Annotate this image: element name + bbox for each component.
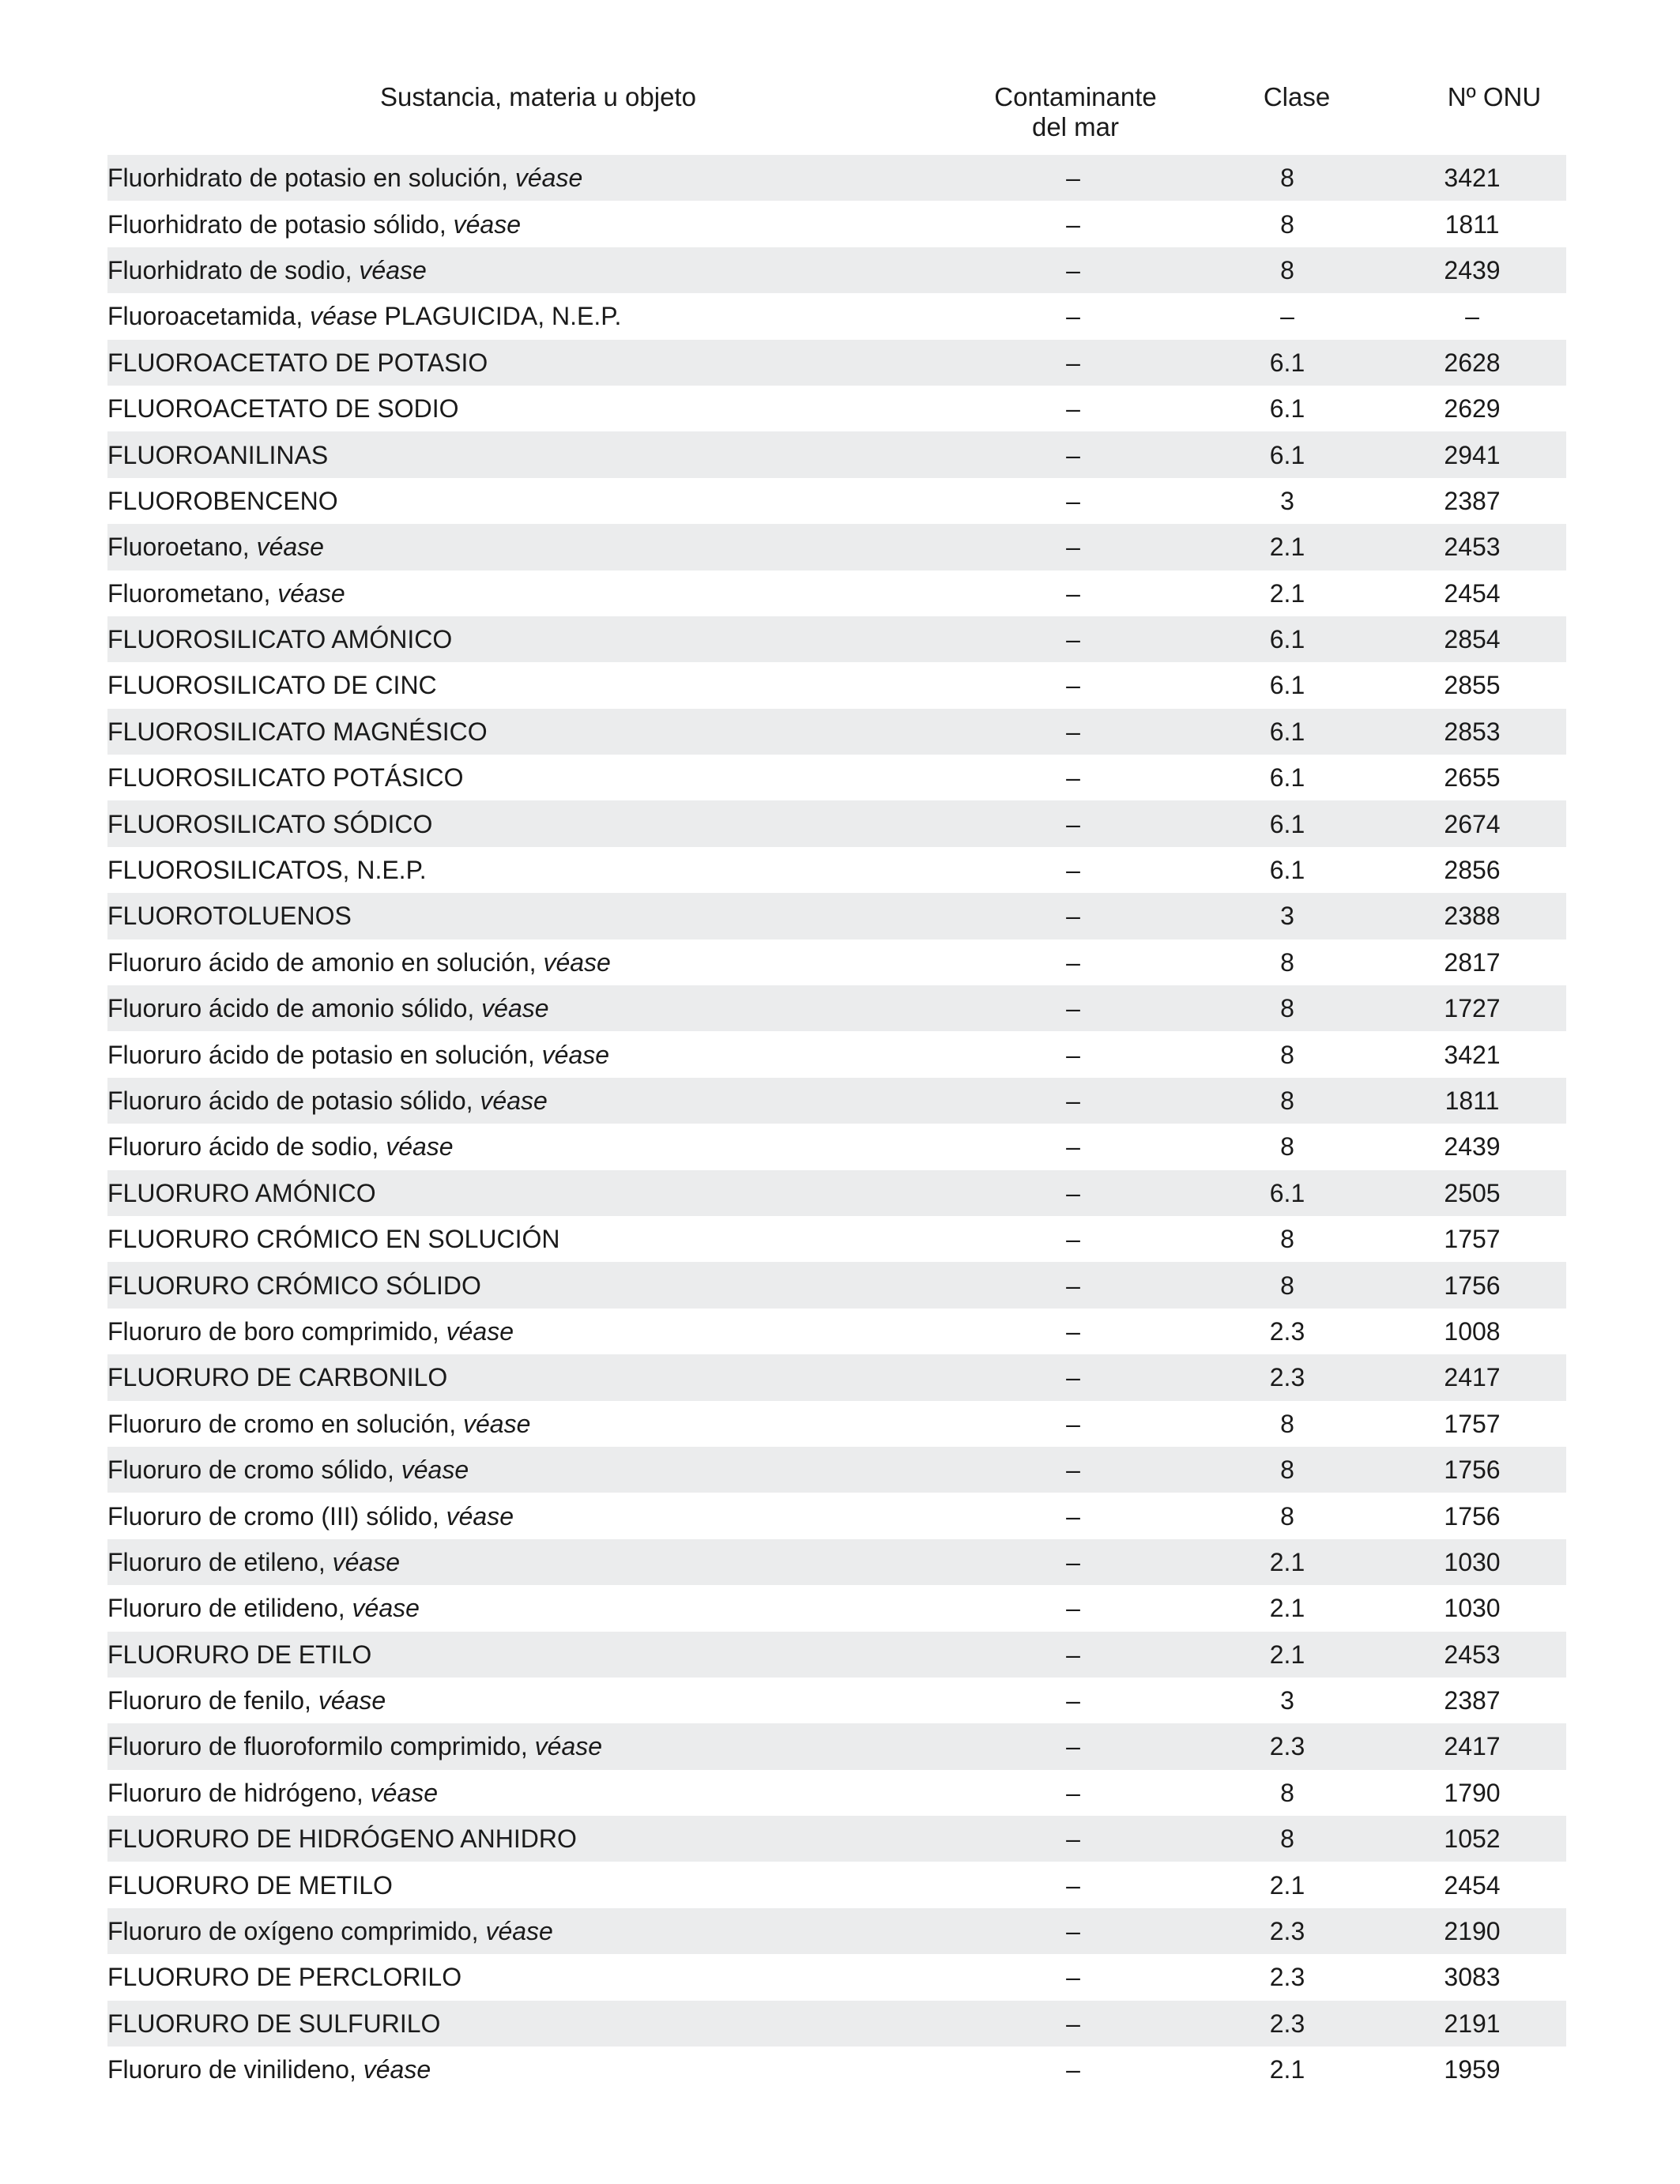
substance-name: FLUORURO AMÓNICO (107, 1178, 376, 1207)
substance-name-cell (107, 1216, 950, 1262)
class-cell: 3 (1196, 893, 1378, 939)
header-substance: Sustancia, materia u objeto (380, 82, 696, 111)
table-row (107, 293, 1566, 339)
un-number-cell: 1727 (1378, 985, 1566, 1031)
un-number-cell: 2191 (1378, 2001, 1566, 2047)
substance-name: Fluoruro ácido de potasio en solución (107, 1040, 528, 1069)
substance-name: Fluoruro de etileno (107, 1547, 318, 1576)
substance-name-cell: Fluoruro de hidrógeno, véase (107, 1778, 439, 1807)
substance-name-cell: Fluoruro de cromo en solución, véase (107, 1409, 531, 1438)
see-reference: véase (480, 1086, 548, 1115)
un-number-cell: – (1465, 302, 1479, 331)
substance-name: FLUORURO DE METILO (107, 1870, 393, 1900)
marine-pollutant-cell: – (1066, 1963, 1080, 1992)
class-cell: 8 (1196, 1078, 1378, 1124)
marine-pollutant-cell: – (1066, 1778, 1080, 1807)
substance-name: Fluoruro ácido de potasio sólido (107, 1086, 466, 1115)
class-cell: 8 (1280, 1132, 1294, 1162)
un-number-cell: 1811 (1378, 1078, 1566, 1124)
un-number-cell: 2453 (1378, 1632, 1566, 1678)
marine-pollutant-cell: – (950, 1447, 1196, 1493)
see-reference: véase (386, 1132, 454, 1162)
substance-name: Fluoroetano (107, 533, 243, 562)
marine-pollutant-cell: – (1066, 947, 1080, 977)
substance-name: Fluoruro de fenilo (107, 1686, 305, 1715)
class-cell: 2.1 (1269, 1594, 1305, 1623)
class-cell: 2.3 (1269, 1963, 1305, 1992)
class-cell: 2.1 (1269, 578, 1305, 608)
marine-pollutant-cell: – (1066, 1686, 1080, 1715)
marine-pollutant-cell: – (950, 340, 1196, 386)
substance-name: FLUORURO DE HIDRÓGENO ANHIDRO (107, 1824, 577, 1854)
un-number-cell: 1757 (1444, 1409, 1501, 1438)
un-number-cell: 2628 (1378, 340, 1566, 386)
header-marine-line1: Contaminante (994, 82, 1157, 111)
un-number-cell: 1790 (1444, 1778, 1501, 1807)
substance-name: Fluoruro de fluoroformilo comprimido (107, 1732, 521, 1761)
class-cell: 2.3 (1196, 1723, 1378, 1769)
see-reference: véase (485, 1917, 553, 1946)
substance-name-cell: Fluoruro de etilideno, véase (107, 1594, 420, 1623)
marine-pollutant-cell: – (950, 893, 1196, 939)
substance-name-cell: Fluoroacetamida, véase PLAGUICIDA, N.E.P. (107, 302, 622, 331)
see-reference: véase (363, 2055, 431, 2084)
table-row (107, 1216, 1566, 1262)
table-row (107, 1954, 1566, 2000)
marine-pollutant-cell: – (1066, 1870, 1080, 1900)
marine-pollutant-cell: – (1066, 302, 1080, 331)
substance-name: Fluoruro ácido de amonio sólido (107, 994, 468, 1023)
un-number-cell: 2856 (1444, 856, 1501, 885)
marine-pollutant-cell: – (1066, 209, 1080, 239)
un-number-cell: 2817 (1444, 947, 1501, 977)
substance-name: Fluoruro de cromo en solución (107, 1409, 450, 1438)
table-row (107, 247, 1566, 293)
table-row (107, 1031, 1566, 1077)
class-cell: 6.1 (1196, 709, 1378, 755)
see-reference: véase (543, 947, 611, 977)
un-number-cell: 1756 (1378, 1447, 1566, 1493)
marine-pollutant-cell: – (950, 709, 1196, 755)
substance-name-cell: Fluorhidrato de sodio, véase (107, 247, 950, 293)
class-cell: 3 (1280, 486, 1294, 515)
table-row (107, 1262, 1566, 1308)
marine-pollutant-cell: – (950, 1078, 1196, 1124)
table-row (107, 386, 1566, 431)
header-marine-pollutant (953, 82, 1198, 142)
substance-name: FLUOROANILINAS (107, 440, 329, 469)
un-number-cell: 1959 (1444, 2055, 1501, 2084)
substance-name-cell (107, 847, 950, 893)
substance-name: FLUORURO DE ETILO (107, 1640, 372, 1669)
class-cell: 8 (1196, 985, 1378, 1031)
class-cell: 8 (1280, 1501, 1294, 1531)
see-reference: véase (446, 1501, 514, 1531)
class-cell: 8 (1280, 209, 1294, 239)
marine-pollutant-cell: – (950, 985, 1196, 1031)
class-cell: 6.1 (1196, 340, 1378, 386)
header-class: Clase (1263, 82, 1331, 111)
substance-name-cell: Fluoroetano, véase (107, 524, 950, 570)
substance-name: FLUOROSILICATO DE CINC (107, 671, 437, 700)
class-cell: 8 (1280, 1225, 1294, 1254)
marine-pollutant-cell: – (950, 1723, 1196, 1769)
marine-pollutant-cell: – (950, 524, 1196, 570)
see-reference: véase (277, 578, 345, 608)
class-cell: 8 (1280, 947, 1294, 977)
table-row (107, 893, 1566, 939)
un-number-cell: 1008 (1444, 1316, 1501, 1346)
table-row (107, 847, 1566, 893)
table-row (107, 1816, 1566, 1862)
un-number-cell: 2387 (1444, 486, 1501, 515)
substance-name-cell (107, 893, 950, 939)
table-row (107, 1401, 1566, 1447)
un-number-cell: 2454 (1444, 578, 1501, 608)
un-number-cell: 2417 (1378, 1723, 1566, 1769)
table-row (107, 800, 1566, 846)
table-row (107, 1770, 1566, 1816)
marine-pollutant-cell: – (950, 1354, 1196, 1400)
table-row (107, 2047, 1566, 2092)
un-number-cell: 2674 (1378, 800, 1566, 846)
marine-pollutant-cell: – (1066, 2055, 1080, 2084)
class-cell: 2.1 (1196, 1632, 1378, 1678)
substance-name: FLUOROSILICATO MAGNÉSICO (107, 717, 488, 746)
class-cell: 2.1 (1269, 2055, 1305, 2084)
marine-pollutant-cell: – (950, 247, 1196, 293)
un-number-cell: 2388 (1378, 893, 1566, 939)
see-reference: véase (352, 1594, 420, 1623)
class-cell: 6.1 (1269, 763, 1305, 793)
table-row (107, 431, 1566, 477)
see-reference: véase (332, 1547, 400, 1576)
substance-name: FLUORURO DE PERCLORILO (107, 1963, 462, 1992)
un-number-cell: 3421 (1378, 155, 1566, 201)
substance-name: Fluoruro ácido de sodio (107, 1132, 372, 1162)
marine-pollutant-cell: – (950, 800, 1196, 846)
class-cell: 8 (1196, 1262, 1378, 1308)
marine-pollutant-cell: – (1066, 856, 1080, 885)
class-cell: 3 (1280, 1686, 1294, 1715)
substance-name: FLUOROBENCENO (107, 486, 338, 515)
table-row (107, 1309, 1566, 1354)
table-row (107, 1354, 1566, 1400)
table-row (107, 939, 1566, 985)
class-cell: 6.1 (1269, 671, 1305, 700)
substance-name: Fluorhidrato de potasio en solución (107, 164, 502, 193)
class-cell: 8 (1196, 1447, 1378, 1493)
substance-name: Fluorometano (107, 578, 264, 608)
class-cell: 2.1 (1269, 1870, 1305, 1900)
substance-name: FLUORURO CRÓMICO SÓLIDO (107, 1271, 481, 1300)
substance-name-cell: Fluoruro ácido de potasio sólido, véase (107, 1078, 950, 1124)
marine-pollutant-cell: – (950, 155, 1196, 201)
class-cell: 8 (1196, 1816, 1378, 1862)
un-number-cell: 1811 (1445, 209, 1500, 239)
marine-pollutant-cell: – (1066, 1316, 1080, 1346)
un-number-cell: 2505 (1378, 1170, 1566, 1216)
table-header (107, 82, 1566, 155)
un-number-cell: 3421 (1444, 1040, 1501, 1069)
class-cell: 2.3 (1196, 1354, 1378, 1400)
substance-name-cell: Fluorhidrato de potasio en solución, véase (107, 155, 950, 201)
class-cell: 2.3 (1196, 1908, 1378, 1954)
class-cell: 2.3 (1196, 2001, 1378, 2047)
substance-name-cell (107, 386, 950, 431)
substance-name: FLUORURO CRÓMICO EN SOLUCIÓN (107, 1225, 560, 1254)
marine-pollutant-cell: – (1066, 1132, 1080, 1162)
table-row (107, 1678, 1566, 1723)
class-cell: 2.3 (1269, 1316, 1305, 1346)
substance-name-cell (107, 1954, 950, 2000)
substance-name: Fluoruro de oxígeno comprimido (107, 1917, 472, 1946)
class-cell: – (1280, 302, 1294, 331)
table-row (107, 570, 1566, 616)
class-cell: 2.1 (1196, 1539, 1378, 1585)
substance-name: FLUOROSILICATOS, N.E.P. (107, 856, 427, 885)
marine-pollutant-cell: – (1066, 671, 1080, 700)
substance-name-cell (107, 1632, 950, 1678)
substance-name: FLUOROACETATO DE POTASIO (107, 348, 488, 377)
substance-name-cell (107, 755, 950, 800)
marine-pollutant-cell: – (950, 1262, 1196, 1308)
table-row (107, 709, 1566, 755)
substance-name: Fluorhidrato de sodio (107, 255, 345, 284)
class-cell: 8 (1196, 155, 1378, 201)
substance-name: FLUORURO DE SULFURILO (107, 2009, 441, 2038)
see-reference: véase (453, 209, 521, 239)
marine-pollutant-cell: – (950, 2001, 1196, 2047)
table-row (107, 1539, 1566, 1585)
substance-name-cell: Fluoruro ácido de sodio, véase (107, 1132, 454, 1162)
table-row (107, 1493, 1566, 1538)
substance-name: FLUOROTOLUENOS (107, 902, 352, 931)
substance-name: Fluorhidrato de potasio sólido (107, 209, 439, 239)
substance-name-cell: Fluoruro ácido de potasio en solución, véase (107, 1040, 610, 1069)
un-number-cell: 2941 (1378, 431, 1566, 477)
see-reference: véase (370, 1778, 439, 1807)
table-row (107, 1632, 1566, 1678)
un-number-cell: 2854 (1378, 616, 1566, 662)
un-number-cell: 2453 (1378, 524, 1566, 570)
marine-pollutant-cell: – (950, 1632, 1196, 1678)
substance-name: Fluoruro de hidrógeno (107, 1778, 356, 1807)
un-number-cell: 2855 (1444, 671, 1501, 700)
substance-name-cell: Fluoruro de vinilideno, véase (107, 2055, 431, 2084)
substance-name-cell (107, 616, 950, 662)
substance-name-cell: Fluoruro de fenilo, véase (107, 1686, 386, 1715)
substance-name-cell: Fluoruro de etileno, véase (107, 1539, 950, 1585)
un-number-cell: 2439 (1444, 1132, 1501, 1162)
substance-name-cell: Fluoruro de cromo sólido, véase (107, 1447, 950, 1493)
table-row (107, 1447, 1566, 1493)
substance-name-cell (107, 478, 950, 524)
substance-name-cell: Fluoruro de boro comprimido, véase (107, 1316, 514, 1346)
substance-name-cell (107, 662, 950, 708)
table-row (107, 1723, 1566, 1769)
see-reference: véase (514, 164, 583, 193)
class-cell: 6.1 (1196, 431, 1378, 477)
substance-name-cell: Fluoruro de cromo (III) sólido, véase (107, 1501, 514, 1531)
class-cell: 6.1 (1269, 856, 1305, 885)
marine-pollutant-cell: – (1066, 1594, 1080, 1623)
un-number-cell: 2190 (1378, 1908, 1566, 1954)
table-row (107, 985, 1566, 1031)
un-number-cell: 2417 (1378, 1354, 1566, 1400)
un-number-cell: 1756 (1444, 1501, 1501, 1531)
substance-name: Fluoruro de vinilideno (107, 2055, 349, 2084)
class-cell: 8 (1280, 1409, 1294, 1438)
marine-pollutant-cell: – (950, 1170, 1196, 1216)
substance-name-cell (107, 1816, 950, 1862)
un-number-cell: 2454 (1444, 1870, 1501, 1900)
marine-pollutant-cell: – (950, 616, 1196, 662)
see-reference: véase (318, 1686, 386, 1715)
see-reference: véase (256, 533, 324, 562)
marine-pollutant-cell: – (1066, 1501, 1080, 1531)
marine-pollutant-cell: – (950, 1908, 1196, 1954)
un-number-cell: 1052 (1378, 1816, 1566, 1862)
table-row (107, 755, 1566, 800)
substance-name-cell: Fluoruro ácido de amonio sólido, véase (107, 985, 950, 1031)
reference-target: PLAGUICIDA, N.E.P. (384, 302, 622, 331)
substance-name-cell: Fluoruro de fluoroformilo comprimido, véase (107, 1723, 950, 1769)
class-cell: 2.1 (1196, 524, 1378, 570)
substance-name-cell (107, 1862, 950, 1907)
table-row (107, 1862, 1566, 1907)
substance-name-cell (107, 431, 950, 477)
substance-name: FLUOROSILICATO POTÁSICO (107, 763, 464, 793)
un-number-cell: 2387 (1444, 1686, 1501, 1715)
class-cell: 8 (1280, 1040, 1294, 1069)
table-row (107, 616, 1566, 662)
un-number-cell: 2655 (1444, 763, 1501, 793)
see-reference: véase (446, 1316, 514, 1346)
substance-name: Fluoruro de boro comprimido (107, 1316, 432, 1346)
class-cell: 6.1 (1196, 1170, 1378, 1216)
substance-name: FLUOROSILICATO AMÓNICO (107, 625, 453, 654)
class-cell: 6.1 (1269, 394, 1305, 424)
marine-pollutant-cell: – (1066, 1409, 1080, 1438)
substance-name-cell (107, 2001, 950, 2047)
table-row (107, 662, 1566, 708)
marine-pollutant-cell: – (1066, 394, 1080, 424)
substance-name-cell (107, 1262, 950, 1308)
see-reference: véase (481, 994, 549, 1023)
substance-table (107, 155, 1566, 2092)
marine-pollutant-cell: – (950, 1816, 1196, 1862)
table-row (107, 524, 1566, 570)
see-reference: véase (401, 1455, 469, 1485)
marine-pollutant-cell: – (1066, 578, 1080, 608)
substance-name: Fluoruro de cromo (III) sólido (107, 1501, 432, 1531)
substance-name: Fluoruro ácido de amonio en solución (107, 947, 529, 977)
class-cell: 8 (1196, 247, 1378, 293)
table-body (107, 155, 1566, 2092)
substance-name-cell (107, 1354, 950, 1400)
class-cell: 8 (1280, 1778, 1294, 1807)
substance-name: FLUOROSILICATO SÓDICO (107, 809, 433, 838)
marine-pollutant-cell: – (1066, 1040, 1080, 1069)
substance-name-cell (107, 1170, 950, 1216)
marine-pollutant-cell: – (950, 431, 1196, 477)
substance-name-cell (107, 709, 950, 755)
substance-name-cell (107, 340, 950, 386)
un-number-cell: 3083 (1444, 1963, 1501, 1992)
marine-pollutant-cell: – (1066, 1225, 1080, 1254)
substance-name-cell: Fluoruro de oxígeno comprimido, véase (107, 1908, 950, 1954)
substance-name: Fluoruro de cromo sólido (107, 1455, 387, 1485)
table-row (107, 1170, 1566, 1216)
table-row (107, 155, 1566, 201)
table-row (107, 1078, 1566, 1124)
substance-name: FLUORURO DE CARBONILO (107, 1363, 448, 1392)
class-cell: 6.1 (1196, 800, 1378, 846)
class-cell: 6.1 (1196, 616, 1378, 662)
un-number-cell: 2439 (1378, 247, 1566, 293)
marine-pollutant-cell: – (1066, 486, 1080, 515)
un-number-cell: 2853 (1378, 709, 1566, 755)
un-number-cell: 1030 (1444, 1594, 1501, 1623)
substance-name-cell (107, 800, 950, 846)
un-number-cell: 1756 (1378, 1262, 1566, 1308)
un-number-cell: 1030 (1378, 1539, 1566, 1585)
header-marine-line2: del mar (1031, 112, 1120, 141)
table-row (107, 1585, 1566, 1631)
see-reference: véase (534, 1732, 603, 1761)
header-un-number: Nº ONU (1447, 82, 1542, 111)
marine-pollutant-cell: – (950, 1539, 1196, 1585)
table-row (107, 340, 1566, 386)
table-row (107, 2001, 1566, 2047)
table-row (107, 1908, 1566, 1954)
substance-name-cell: Fluorhidrato de potasio sólido, véase (107, 209, 521, 239)
substance-name: Fluoruro de etilideno (107, 1594, 338, 1623)
marine-pollutant-cell: – (1066, 763, 1080, 793)
see-reference: véase (541, 1040, 610, 1069)
substance-name-cell: Fluoruro ácido de amonio en solución, véase (107, 947, 611, 977)
document-page (107, 82, 1566, 2092)
see-reference: véase (463, 1409, 531, 1438)
substance-name-cell: Fluorometano, véase (107, 578, 345, 608)
table-row (107, 1124, 1566, 1169)
table-row (107, 201, 1566, 247)
see-reference: véase (359, 255, 427, 284)
table-row (107, 478, 1566, 524)
un-number-cell: 2629 (1444, 394, 1501, 424)
un-number-cell: 1757 (1444, 1225, 1501, 1254)
see-reference: véase (310, 302, 378, 331)
substance-name: Fluoroacetamida (107, 302, 296, 331)
substance-name: FLUOROACETATO DE SODIO (107, 394, 459, 424)
